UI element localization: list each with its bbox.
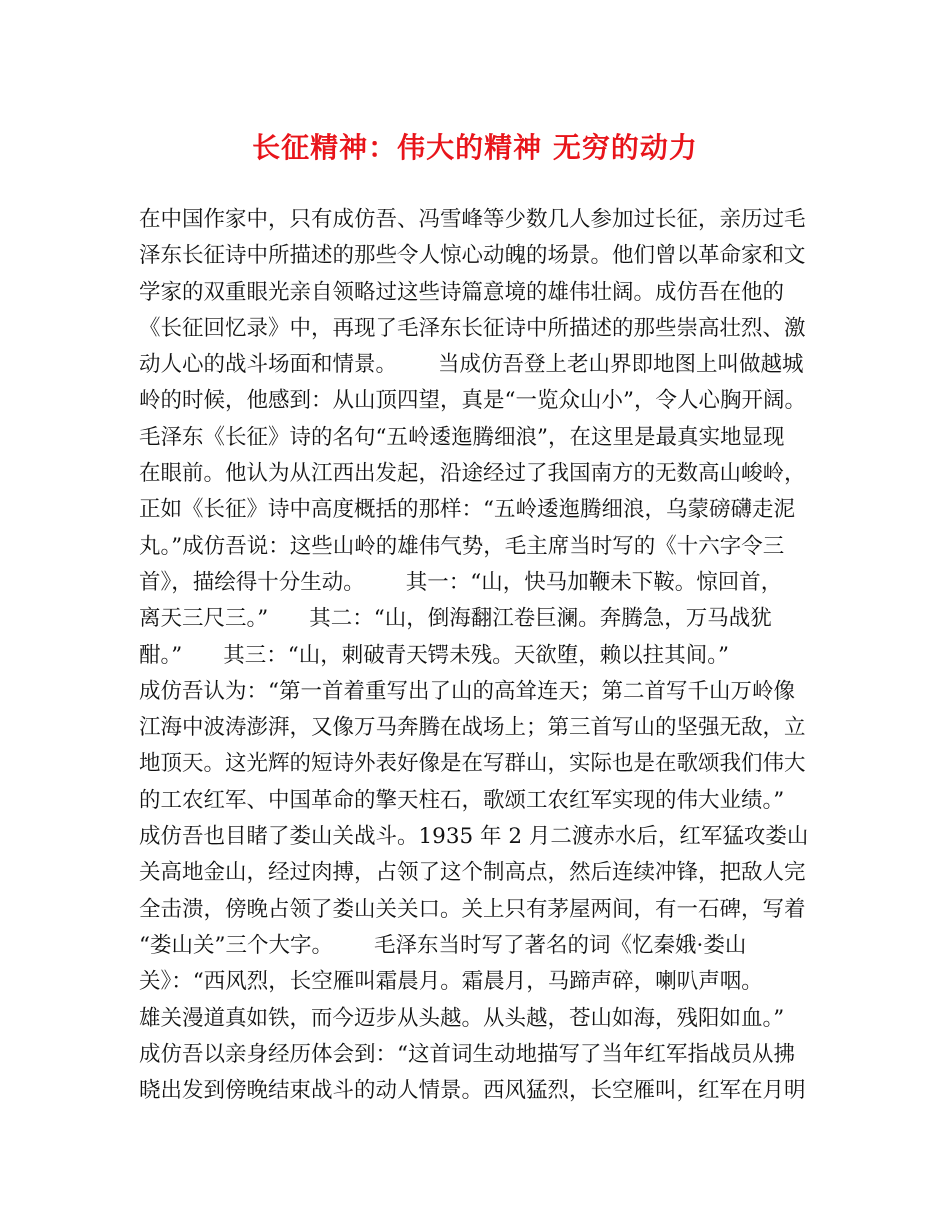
text-line: 离天三尺三。” 其二：“山，倒海翻江卷巨澜。奔腾急，万马战犹 bbox=[139, 606, 772, 632]
text-line: 在中国作家中，只有成仿吾、冯雪峰等少数几人参加过长征，亲历过毛 bbox=[139, 207, 806, 232]
text-line: 关高地金山，经过肉搏，占领了这个制高点，然后连续冲锋，把敌人完 bbox=[139, 860, 806, 886]
text-line: 毛泽东《长征》诗的名句“五岭逶迤腾细浪”，在这里是最真实地显现 bbox=[139, 424, 785, 450]
text-line: 成仿吾也目睹了娄山关战斗。1935 年 2 月二渡赤水后，红军猛攻娄山 bbox=[139, 824, 809, 850]
text-line: 岭的时候，他感到：从山顶四望，真是“一览众山小”，令人心胸开阔。 bbox=[139, 388, 806, 414]
text-line: 学家的双重眼光亲自领略过这些诗篇意境的雄伟壮阔。成仿吾在他的 bbox=[139, 279, 785, 305]
text-line: 正如《长征》诗中高度概括的那样：“五岭逶迤腾细浪，乌蒙磅礴走泥 bbox=[139, 497, 795, 523]
text-line: 在眼前。他认为从江西出发起，沿途经过了我国南方的无数高山峻岭， bbox=[139, 461, 806, 487]
document-body bbox=[139, 202, 839, 1109]
text-line: 江海中波涛澎湃，又像万马奔腾在战场上；第三首写山的坚强无敌，立 bbox=[139, 715, 806, 741]
text-line: 成仿吾以亲身经历体会到：“这首词生动地描写了当年红军指战员从拂 bbox=[139, 1041, 795, 1067]
text-line: 丸。”成仿吾说：这些山岭的雄伟气势，毛主席当时写的《十六字令三 bbox=[139, 533, 785, 559]
text-line: 晓出发到傍晚结束战斗的动人情景。西风猛烈，长空雁叫，红军在月明 bbox=[139, 1078, 806, 1104]
text-line: 泽东长征诗中所描述的那些令人惊心动魄的场景。他们曾以革命家和文 bbox=[139, 243, 806, 269]
text-line: 《长征回忆录》中，再现了毛泽东长征诗中所描述的那些崇高壮烈、激 bbox=[139, 315, 806, 341]
text-line: 首》，描绘得十分生动。 其一：“山，快马加鞭未下鞍。惊回首， bbox=[139, 569, 783, 595]
text-line: 雄关漫道真如铁，而今迈步从头越。从头越，苍山如海，残阳如血。” bbox=[139, 1005, 785, 1031]
text-line: “娄山关”三个大字。 毛泽东当时写了著名的词《忆秦娥·娄山 bbox=[139, 932, 747, 958]
text-line: 地顶天。这光辉的短诗外表好像是在写群山，实际也是在歌颂我们伟大 bbox=[139, 751, 806, 777]
text-line: 酣。” 其三：“山，刺破青天锷未残。天欲堕，赖以拄其间。” bbox=[139, 642, 729, 668]
text-line: 全击溃，傍晚占领了娄山关关口。关上只有茅屋两间，有一石碑，写着 bbox=[139, 896, 806, 922]
text-line: 动人心的战斗场面和情景。 当成仿吾登上老山界即地图上叫做越城 bbox=[139, 352, 804, 378]
document-title: 长征精神：伟大的精神 无穷的动力 bbox=[252, 131, 698, 164]
text-line: 成仿吾认为：“第一首着重写出了山的高耸连天；第二首写千山万岭像 bbox=[139, 678, 795, 704]
text-line: 关》：“西风烈，长空雁叫霜晨月。霜晨月，马蹄声碎，喇叭声咽。 bbox=[139, 969, 763, 995]
text-line: 的工农红军、中国革命的擎天柱石，歌颂工农红军实现的伟大业绩。” bbox=[139, 787, 785, 813]
